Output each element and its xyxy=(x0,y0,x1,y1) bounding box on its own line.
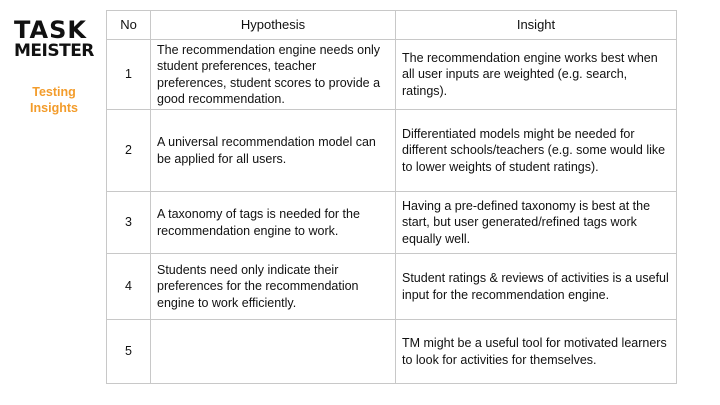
sidebar xyxy=(0,0,104,405)
insights-table xyxy=(106,10,677,384)
hypothesis-cell xyxy=(151,320,396,384)
logo-line-task: TASK xyxy=(14,16,87,44)
table-row xyxy=(107,320,677,384)
section-label-line-1: Testing xyxy=(32,85,76,99)
row-number: 4 xyxy=(107,254,151,320)
taskmeister-logo xyxy=(14,18,98,60)
hypothesis-cell: A universal recommendation model can be applied for all users. xyxy=(151,110,396,192)
column-header-insight: Insight xyxy=(396,11,677,40)
section-label xyxy=(18,84,90,116)
column-header-no: No xyxy=(107,11,151,40)
insight-cell: Differentiated models might be needed for different schools/teachers (e.g. some would like to lower weights of student ratings). xyxy=(396,110,677,192)
row-number: 1 xyxy=(107,40,151,110)
section-label-line-2: Insights xyxy=(30,101,78,115)
insight-cell: The recommendation engine works best when all user inputs are weighted (e.g. search, ratings). xyxy=(396,40,677,110)
column-header-hypothesis: Hypothesis xyxy=(151,11,396,40)
table-row xyxy=(107,254,677,320)
hypothesis-cell: A taxonomy of tags is needed for the recommendation engine to work. xyxy=(151,192,396,254)
logo-line-meister: MEISTER xyxy=(14,41,94,61)
table-row xyxy=(107,110,677,192)
hypothesis-cell: Students need only indicate their preferences for the recommendation engine to work efficiently. xyxy=(151,254,396,320)
hypothesis-cell: The recommendation engine needs only student preferences, teacher preferences, student scores to provide a good recommendation. xyxy=(151,40,396,110)
insight-cell: TM might be a useful tool for motivated learners to look for activities for themselves. xyxy=(396,320,677,384)
insight-cell: Having a pre-defined taxonomy is best at the start, but user generated/refined tags work equally well. xyxy=(396,192,677,254)
row-number: 3 xyxy=(107,192,151,254)
row-number: 2 xyxy=(107,110,151,192)
row-number: 5 xyxy=(107,320,151,384)
insight-cell: Student ratings & reviews of activities is a useful input for the recommendation engine. xyxy=(396,254,677,320)
table-header-row xyxy=(107,11,677,40)
table-row xyxy=(107,40,677,110)
table-row xyxy=(107,192,677,254)
